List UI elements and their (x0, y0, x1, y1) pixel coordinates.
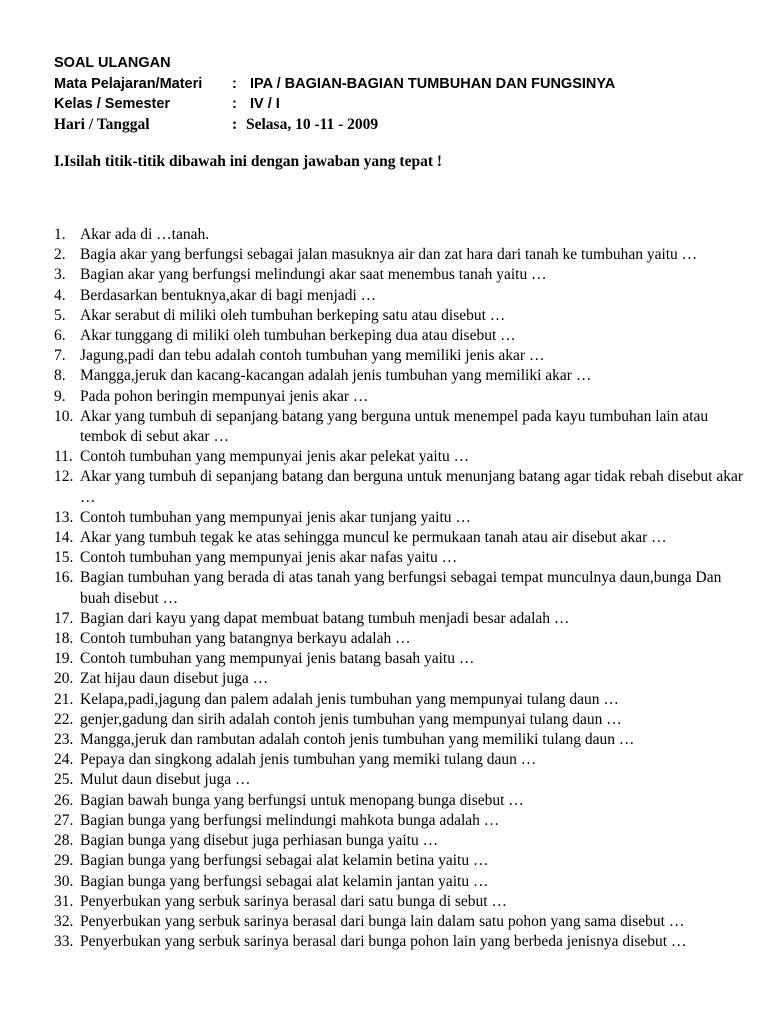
question-number: 17. (54, 609, 74, 627)
question-item (54, 669, 754, 689)
question-number: 20. (54, 670, 74, 688)
question-item (54, 366, 754, 386)
question-item (54, 690, 754, 710)
question-text: Akar yang tumbuh di sepanjang batang dan berguna untuk menunjang batang agar tidak rebah disebut akar … (80, 468, 743, 506)
question-item (54, 407, 754, 447)
question-item (54, 912, 754, 932)
question-number: 29. (54, 852, 74, 870)
question-text: Akar yang tumbuh di sepanjang batang yang berguna untuk menempel pada kayu tumbuhan lain atau tembok di sebut akar … (80, 407, 709, 446)
question-number: 4. (54, 286, 66, 304)
question-number: 26. (54, 791, 74, 809)
question-number: 31. (54, 892, 74, 910)
header-row-subject (54, 74, 616, 95)
question-text: Contoh tumbuhan yang mempunyai jenis batang basah yaitu … (80, 650, 475, 668)
question-number: 33. (54, 933, 74, 951)
question-text: Akar serabut di miliki oleh tumbuhan berkeping satu atau disebut … (80, 306, 506, 324)
question-number: 13. (54, 508, 74, 526)
question-number: 14. (54, 529, 74, 547)
question-text: Mangga,jeruk dan kacang-kacangan adalah jenis tumbuhan yang memiliki akar … (80, 367, 592, 385)
question-number: 5. (54, 306, 66, 324)
question-number: 1. (54, 226, 66, 243)
question-item (54, 872, 754, 892)
question-item (54, 831, 754, 851)
question-item (54, 730, 754, 750)
question-item (54, 326, 754, 346)
question-number: 10. (54, 407, 74, 425)
question-item (54, 346, 754, 366)
question-number: 7. (54, 347, 66, 365)
question-item (54, 286, 754, 306)
question-text: Berdasarkan bentuknya,akar di bagi menjadi … (80, 286, 377, 304)
question-text: Contoh tumbuhan yang batangnya berkayu adalah … (80, 630, 411, 648)
question-number: 11. (54, 448, 73, 466)
question-item (54, 770, 754, 790)
question-number: 27. (54, 811, 74, 829)
question-number: 32. (54, 912, 74, 930)
question-text: Akar yang tumbuh tegak ke atas sehingga muncul ke permukaan tanah atau air disebut akar … (80, 529, 667, 547)
question-item (54, 609, 754, 629)
question-number: 2. (54, 246, 66, 264)
question-text: Bagian tumbuhan yang berada di atas tanah yang berfungsi sebagai tempat munculnya daun,bunga Dan buah disebut … (80, 569, 722, 607)
question-number: 19. (54, 650, 74, 668)
question-number: 18. (54, 630, 74, 648)
question-item (54, 710, 754, 730)
question-number: 15. (54, 549, 74, 567)
question-item (54, 225, 754, 245)
question-text: Bagian bunga yang berfungsi melindungi mahkota bunga adalah … (80, 811, 500, 829)
question-number: 8. (54, 367, 66, 385)
question-item (54, 629, 754, 649)
question-item (54, 245, 754, 265)
date-colon: : (232, 115, 238, 133)
question-item (54, 851, 754, 871)
question-item (54, 265, 754, 285)
question-text: Bagian dari kayu yang dapat membuat batang tumbuh menjadi besar adalah … (80, 609, 570, 627)
subject-label: Mata Pelajaran/Materi (54, 75, 203, 92)
question-text: Bagian bunga yang berfungsi sebagai alat kelamin betina yaitu … (80, 852, 489, 870)
question-number: 3. (54, 266, 66, 284)
question-item (54, 447, 754, 467)
question-number: 16. (54, 569, 74, 587)
question-item (54, 932, 754, 952)
question-number: 9. (54, 387, 66, 405)
question-item (54, 467, 754, 507)
question-number: 21. (54, 690, 74, 708)
date-label: Hari / Tanggal (54, 115, 150, 133)
question-text: Penyerbukan yang serbuk sarinya berasal dari bunga lain dalam satu pohon yang sama disebut … (80, 912, 685, 930)
question-text: Akar ada di …tanah. (80, 226, 210, 243)
question-item (54, 892, 754, 912)
question-item (54, 387, 754, 407)
question-text: Zat hijau daun disebut juga … (80, 670, 269, 688)
question-number: 12. (54, 468, 74, 486)
question-item (54, 568, 754, 608)
question-item (54, 649, 754, 669)
question-text: Kelapa,padi,jagung dan palem adalah jenis tumbuhan yang mempunyai tulang daun … (80, 690, 619, 708)
question-text: Contoh tumbuhan yang mempunyai jenis akar pelekat yaitu … (80, 448, 470, 466)
question-number: 28. (54, 832, 74, 850)
section-instruction: I.Isilah titik-titik dibawah ini dengan jawaban yang tepat ! (54, 153, 443, 170)
class-value: IV / I (250, 96, 280, 112)
exam-title: SOAL ULANGAN (54, 55, 171, 71)
question-text: Bagian bunga yang disebut juga perhiasan bunga yaitu … (80, 832, 439, 850)
question-number: 22. (54, 710, 74, 728)
question-text: Akar tunggang di miliki oleh tumbuhan berkeping dua atau disebut … (80, 327, 516, 345)
question-text: Bagian bawah bunga yang berfungsi untuk menopang bunga disebut … (80, 791, 524, 809)
question-text: Mangga,jeruk dan rambutan adalah contoh jenis tumbuhan yang memiliki tulang daun … (80, 731, 635, 749)
question-text: Contoh tumbuhan yang mempunyai jenis akar tunjang yaitu … (80, 508, 471, 526)
question-text: Pepaya dan singkong adalah jenis tumbuhan yang memiki tulang daun … (80, 751, 537, 769)
question-item (54, 548, 754, 568)
header-row-date (54, 115, 379, 136)
header-row-class (54, 94, 280, 115)
question-text: Contoh tumbuhan yang mempunyai jenis akar nafas yaitu … (80, 549, 458, 567)
class-colon: : (232, 96, 237, 112)
question-list (54, 225, 754, 952)
subject-value: IPA / BAGIAN-BAGIAN TUMBUHAN DAN FUNGSINYA (250, 75, 616, 92)
question-text: Pada pohon beringin mempunyai jenis akar … (80, 387, 369, 405)
question-text: Bagian akar yang berfungsi melindungi akar saat menembus tanah yaitu … (80, 266, 547, 284)
question-number: 25. (54, 771, 74, 789)
question-text: Jagung,padi dan tebu adalah contoh tumbuhan yang memiliki jenis akar … (80, 347, 545, 365)
question-number: 23. (54, 731, 74, 749)
question-text: genjer,gadung dan sirih adalah contoh jenis tumbuhan yang mempunyai tulang daun … (80, 710, 622, 728)
question-text: Mulut daun disebut juga … (80, 771, 251, 789)
date-value: Selasa, 10 -11 - 2009 (246, 115, 379, 133)
question-text: Bagian bunga yang berfungsi sebagai alat kelamin jantan yaitu … (80, 872, 489, 890)
question-text: Penyerbukan yang serbuk sarinya berasal dari satu bunga di sebut … (80, 892, 507, 910)
question-item (54, 791, 754, 811)
question-item (54, 811, 754, 831)
question-item (54, 508, 754, 528)
question-number: 6. (54, 327, 66, 345)
exam-header (54, 53, 616, 135)
question-number: 24. (54, 751, 74, 769)
class-label: Kelas / Semester (54, 96, 171, 112)
question-number: 30. (54, 872, 74, 890)
question-text: Bagia akar yang berfungsi sebagai jalan masuknya air dan zat hara dari tanah ke tumbuhan yaitu … (80, 246, 698, 264)
question-item (54, 750, 754, 770)
subject-colon: : (232, 75, 237, 92)
question-text: Penyerbukan yang serbuk sarinya berasal dari bunga pohon lain yang berbeda jenisnya disebut … (80, 933, 687, 951)
question-item (54, 306, 754, 326)
question-item (54, 528, 754, 548)
